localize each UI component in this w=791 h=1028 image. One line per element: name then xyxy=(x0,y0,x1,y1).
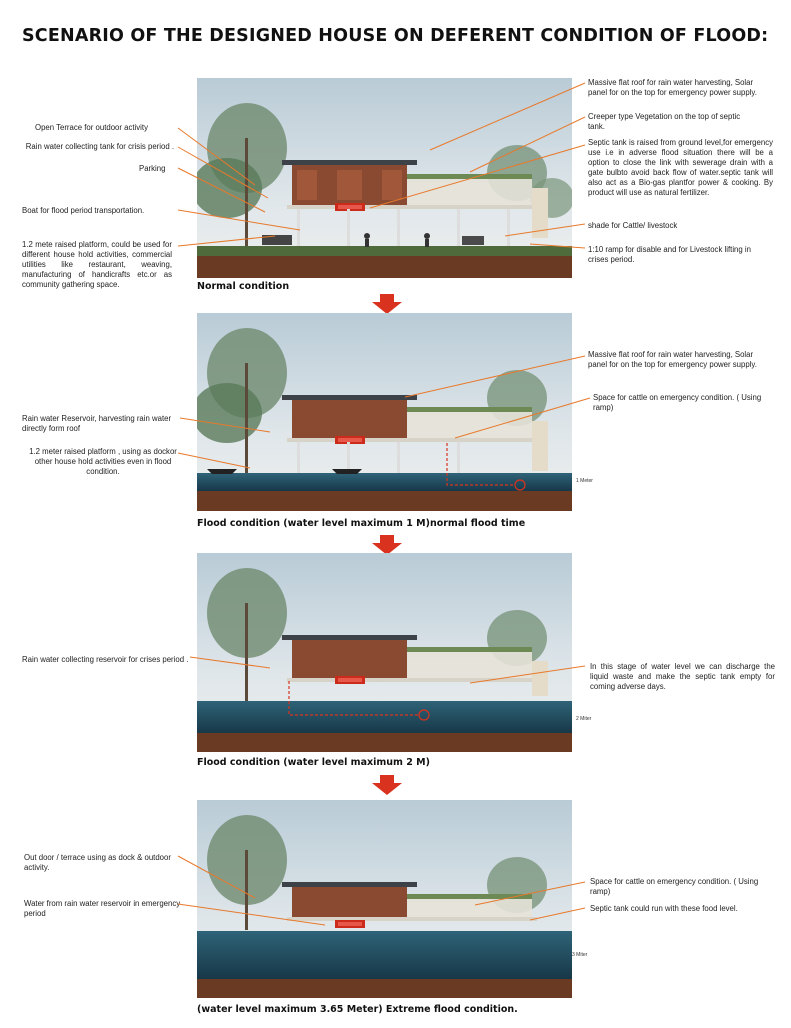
scene-flood-2m-caption: Flood condition (water level maximum 2 M) xyxy=(197,757,430,768)
down-arrow-icon xyxy=(372,775,402,795)
down-arrow-icon xyxy=(372,535,402,555)
note-raised-platform: 1.2 mete raised platform, could be used for different house hold activities, commercial utilities like restaurant, weaving, manufacturing of handicrafts etc.or as community gathering space. xyxy=(22,240,172,289)
note-cattle-space: Space for cattle on emergency condition. ( Using ramp) xyxy=(593,393,762,412)
water-level-2m-label: 2 Miter xyxy=(576,716,592,722)
scene-flood-2m-illustration xyxy=(197,553,572,752)
note-collecting-reservoir: Rain water collecting reservoir for crises period . xyxy=(22,655,189,664)
note-septic-tank: Septic tank is raised from ground level,for emergency use i.e in adverse flood situation there will be a option to close the link with sewerage drain with a gate bulbto avoid back flow of water.septic tank will also act as a Bio-gas plantfor power & cooking. By product will use as natural fertilizer. xyxy=(588,138,773,197)
note-parking: Parking xyxy=(139,164,166,173)
note-septic-flood-level: Septic tank could run with these food level. xyxy=(590,904,738,913)
note-discharge-waste: In this stage of water level we can discharge the liquid waste and make the septic tank empty for coming adverse days. xyxy=(590,662,775,691)
note-flat-roof: Massive flat roof for rain water harvesting, Solar panel for on the top for emergency power supply. xyxy=(588,78,757,97)
scene-normal-illustration xyxy=(197,78,572,278)
note-creeper: Creeper type Vegetation on the top of septic tank. xyxy=(588,112,741,131)
scene-flood-1m-caption: Flood condition (water level maximum 1 M)normal flood time xyxy=(197,518,526,529)
page-title: SCENARIO OF THE DESIGNED HOUSE ON DEFERENT CONDITION OF FLOOD: xyxy=(22,26,769,46)
note-cattle-shade: shade for Cattle/ livestock xyxy=(588,221,678,230)
note-raised-platform-dock: 1.2 meter raised platform , using as dockor other house hold activities even in flood condition. xyxy=(29,447,177,476)
note-ramp: 1:10 ramp for disable and for Livestock lifting in crises period. xyxy=(588,245,751,264)
down-arrow-icon xyxy=(372,294,402,314)
note-reservoir-emergency: Water from rain water reservoir in emergency period xyxy=(24,899,181,918)
scene-extreme-flood-caption: (water level maximum 3.65 Meter) Extreme flood condition. xyxy=(197,1004,518,1015)
scene-extreme-flood-illustration xyxy=(197,800,572,998)
note-rainwater-reservoir: Rain water Reservoir, harvesting rain water directly form roof xyxy=(22,414,172,433)
note-rainwater-tank: Rain water collecting tank for crisis period . xyxy=(25,142,174,151)
water-level-3m-label: 3 Miter xyxy=(572,952,588,958)
scene-normal-caption: Normal condition xyxy=(197,281,290,292)
note-terrace-dock: Out door / terrace using as dock & outdoor activity. xyxy=(24,853,171,872)
note-flat-roof-2: Massive flat roof for rain water harvesting, Solar panel for on the top for emergency power supply. xyxy=(588,350,757,369)
note-open-terrace: Open Terrace for outdoor activity xyxy=(35,123,148,132)
note-cattle-space-2: Space for cattle on emergency condition. ( Using ramp) xyxy=(590,877,759,896)
water-level-1m-label: 1 Meter xyxy=(576,478,593,484)
scene-flood-1m-illustration xyxy=(197,313,572,511)
note-boat: Boat for flood period transportation. xyxy=(22,206,145,215)
